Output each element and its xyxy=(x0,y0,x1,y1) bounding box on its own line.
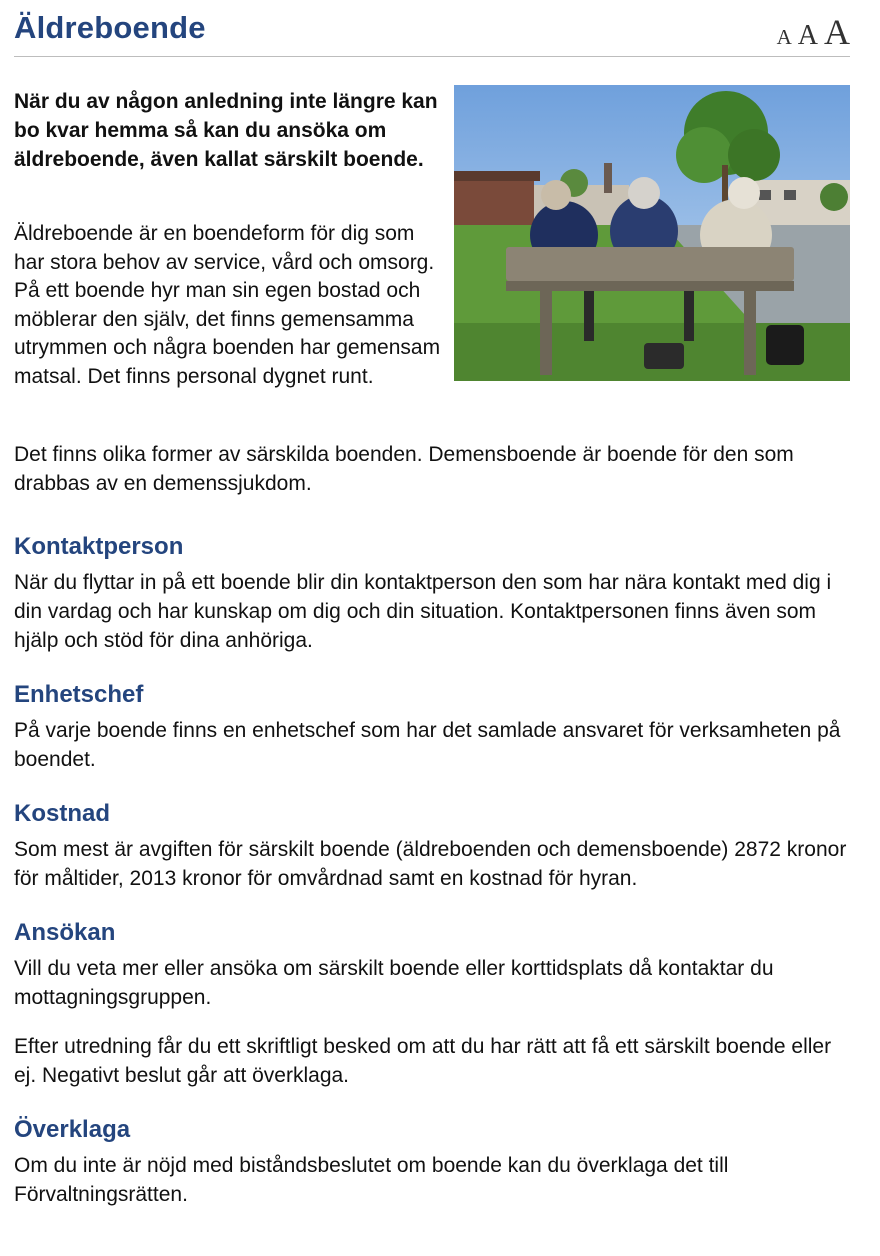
heading-kontaktperson: Kontaktperson xyxy=(14,533,184,560)
text-size-large-button[interactable]: A xyxy=(824,12,850,52)
text-size-medium-button[interactable]: A xyxy=(797,20,818,51)
title-row xyxy=(14,0,850,57)
intro-paragraph: Äldreboende är en boendeform för dig som har stora behov av service, vård och omsorg. På ett boende hyr man sin egen bostad och möblerar den själv, det finns gemensamma utrymmen och några boenden har gemensam matsal. Det finns personal dygnet runt. xyxy=(14,222,441,388)
page-title: Äldreboende xyxy=(14,10,206,45)
heading-ansokan: Ansökan xyxy=(14,919,116,946)
overklaga-paragraph: Om du inte är nöjd med biståndsbeslutet om boende kan du överklaga det till Förvaltningsrätten. xyxy=(14,1154,729,1206)
heading-kostnad: Kostnad xyxy=(14,800,110,827)
page xyxy=(14,0,850,1206)
lead-paragraph: När du av någon anledning inte längre kan bo kvar hemma så kan du ansöka om äldreboende, även kallat särskilt boende. xyxy=(14,90,438,171)
kontaktperson-paragraph: När du flyttar in på ett boende blir din kontaktperson den som har nära kontakt med dig i din vardag och har kunskap om dig och din situation. Kontaktpersonen finns även som hjälp och stöd för dina anhöriga. xyxy=(14,571,832,652)
ansokan-paragraph-1: Vill du veta mer eller ansöka om särskilt boende eller korttidsplats då kontaktar du mottagningsgruppen. xyxy=(14,957,774,1009)
heading-enhetschef: Enhetschef xyxy=(14,681,144,708)
heading-overklaga: Överklaga xyxy=(14,1116,131,1143)
text-size-controls xyxy=(777,14,850,50)
elderly-on-bench-photo xyxy=(454,85,850,381)
content-sections xyxy=(14,440,850,1209)
photo-illustration xyxy=(454,85,850,381)
ansokan-paragraph-2: Efter utredning får du ett skriftligt besked om att du har rätt att få ett särskilt boende eller ej. Negativt beslut går att överklaga. xyxy=(14,1035,832,1087)
kostnad-paragraph: Som mest är avgiften för särskilt boende (äldreboenden och demensboende) 2872 kronor för måltider, 2013 kronor för omvårdnad samt en kostnad för hyran. xyxy=(14,838,847,890)
enhetschef-paragraph: På varje boende finns en enhetschef som har det samlade ansvaret för verksamheten på boendet. xyxy=(14,719,841,771)
forms-paragraph: Det finns olika former av särskilda boenden. Demensboende är boende för den som drabbas av en demenssjukdom. xyxy=(14,443,794,495)
intro-block xyxy=(14,57,850,419)
text-size-small-button[interactable]: A xyxy=(776,25,792,49)
